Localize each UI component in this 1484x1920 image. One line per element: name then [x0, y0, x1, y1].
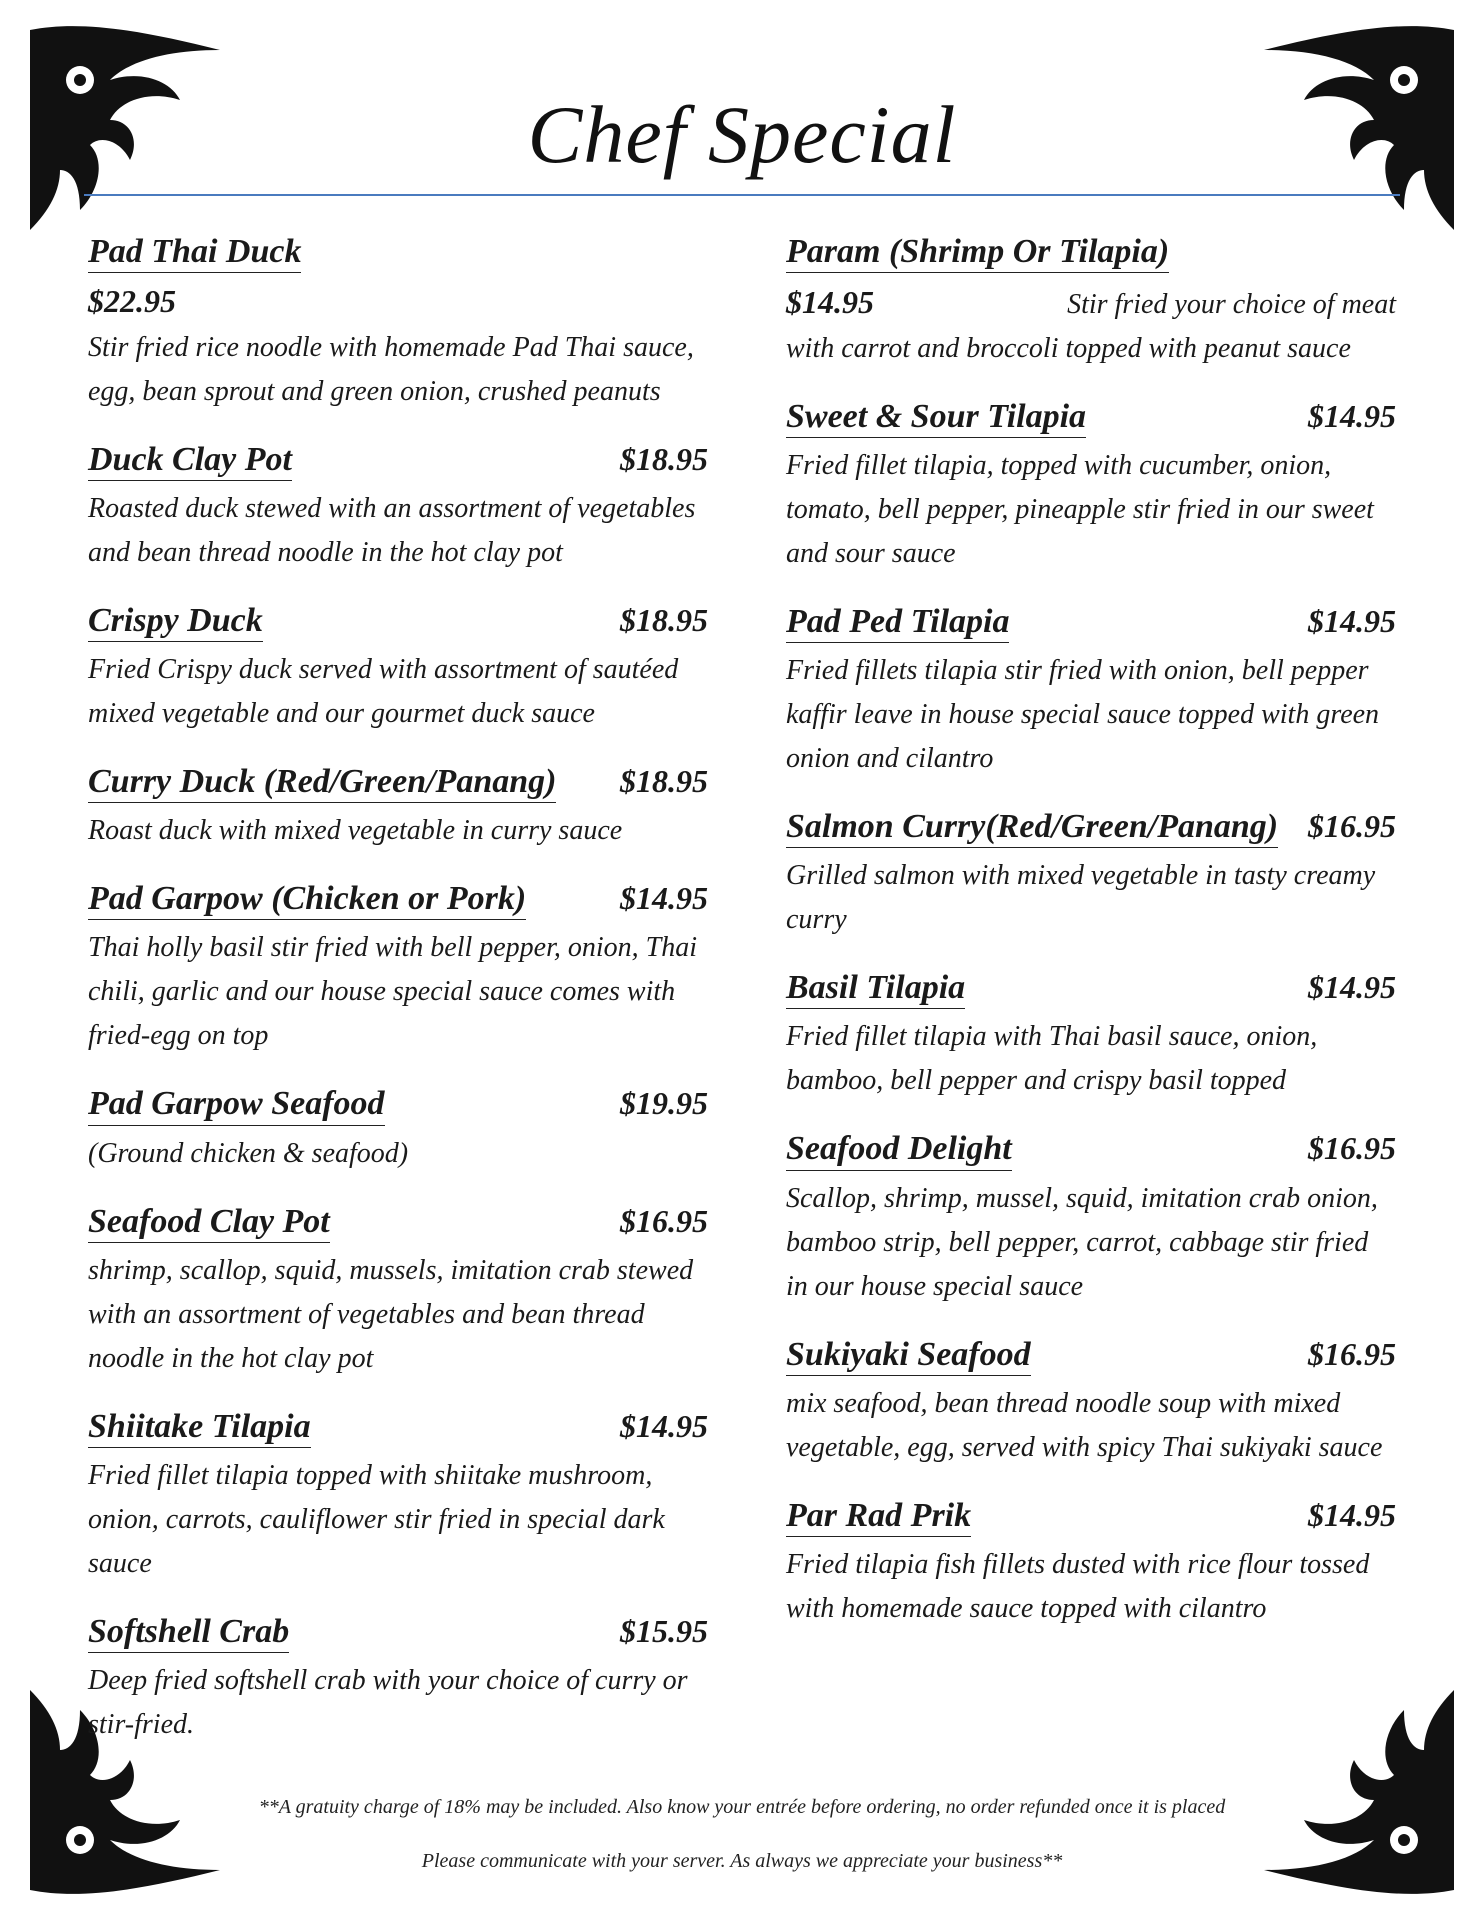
menu-item	[786, 602, 1396, 781]
item-name: Pad Garpow Seafood	[88, 1084, 385, 1125]
footer-note-communicate: Please communicate with your server. As always we appreciate your business**	[421, 1850, 1063, 1872]
item-name: Seafood Delight	[786, 1129, 1012, 1170]
item-name: Param (Shrimp Or Tilapia)	[786, 232, 1169, 273]
item-price: $16.95	[1308, 808, 1396, 845]
menu-item	[88, 1084, 708, 1175]
menu-item	[88, 1407, 708, 1586]
menu-item	[88, 1612, 708, 1747]
item-name: Shiitake Tilapia	[88, 1407, 311, 1448]
item-description: shrimp, scallop, squid, mussels, imitation crab stewed with an assortment of vegetables and bean thread noodle in the hot clay pot	[88, 1254, 694, 1374]
menu-item	[88, 762, 708, 853]
item-price: $14.95	[620, 1407, 708, 1444]
item-price: $16.95	[1308, 1335, 1396, 1372]
menu-item	[88, 1202, 708, 1381]
item-description: Fried fillet tilapia topped with shiitake mushroom, onion, carrots, cauliflower stir fried in special dark sauce	[88, 1459, 665, 1579]
menu-column-right	[786, 232, 1396, 1657]
menu-item	[786, 1335, 1396, 1470]
item-description: Fried tilapia fish fillets dusted with rice flour tossed with homemade sauce topped with cilantro	[786, 1548, 1370, 1624]
item-name: Curry Duck (Red/Green/Panang)	[88, 762, 556, 803]
item-description: Fried fillet tilapia, topped with cucumber, onion, tomato, bell pepper, pineapple stir fried in our sweet and sour sauce	[786, 450, 1374, 570]
menu-item	[786, 397, 1396, 576]
menu-item	[786, 232, 1396, 371]
menu-item	[786, 968, 1396, 1103]
item-description: with carrot and broccoli topped with peanut sauce	[786, 333, 1351, 365]
item-price: $19.95	[620, 1085, 708, 1122]
item-description: Scallop, shrimp, mussel, squid, imitation crab onion, bamboo strip, bell pepper, carrot, cabbage stir fried in our house special sauce	[786, 1182, 1378, 1302]
item-name: Pad Garpow (Chicken or Pork)	[88, 879, 526, 920]
item-description: Fried fillet tilapia with Thai basil sauce, onion, bamboo, bell pepper and crispy basil topped	[786, 1021, 1318, 1097]
menu-item	[786, 1129, 1396, 1308]
item-price: $14.95	[1308, 398, 1396, 435]
item-description: (Ground chicken & seafood)	[88, 1137, 409, 1169]
item-price: $14.95	[620, 880, 708, 917]
item-price: $22.95	[88, 283, 176, 320]
page-title: Chef Special	[527, 89, 957, 180]
item-name: Sukiyaki Seafood	[786, 1335, 1031, 1376]
item-price: $18.95	[620, 763, 708, 800]
item-name: Sweet & Sour Tilapia	[786, 397, 1086, 438]
item-description: Fried Crispy duck served with assortment of sautéed mixed vegetable and our gourmet duck sauce	[88, 654, 679, 730]
item-description: Thai holly basil stir fried with bell pepper, onion, Thai chili, garlic and our house special sauce comes with fried-egg on top	[88, 932, 698, 1052]
item-name: Pad Thai Duck	[88, 232, 301, 273]
menu-item	[88, 879, 708, 1058]
item-description: Stir fried rice noodle with homemade Pad Thai sauce, egg, bean sprout and green onion, crushed peanuts	[88, 332, 694, 408]
item-description: Roasted duck stewed with an assortment of vegetables and bean thread noodle in the hot clay pot	[88, 493, 696, 569]
item-description: Fried fillets tilapia stir fried with onion, bell pepper kaffir leave in house special sauce topped with green onion and cilantro	[786, 655, 1380, 775]
item-name: Seafood Clay Pot	[88, 1202, 330, 1243]
item-name: Basil Tilapia	[786, 968, 965, 1009]
item-price: $16.95	[1308, 1130, 1396, 1167]
item-description-inline: Stir fried your choice of meat	[1067, 289, 1396, 321]
item-name: Duck Clay Pot	[88, 440, 292, 481]
item-price: $18.95	[620, 602, 708, 639]
menu-item	[786, 1496, 1396, 1631]
item-price: $15.95	[620, 1612, 708, 1649]
menu-item	[88, 440, 708, 575]
title-divider	[84, 194, 1400, 196]
item-description: Deep fried softshell crab with your choice of curry or stir-fried.	[88, 1664, 688, 1740]
menu-item	[88, 601, 708, 736]
item-name: Salmon Curry(Red/Green/Panang)	[786, 807, 1278, 848]
item-price: $14.95	[786, 284, 874, 321]
item-description: Roast duck with mixed vegetable in curry sauce	[88, 815, 623, 847]
menu-item	[88, 232, 708, 414]
item-name: Softshell Crab	[88, 1612, 289, 1653]
item-description: Grilled salmon with mixed vegetable in tasty creamy curry	[786, 860, 1376, 936]
item-name: Par Rad Prik	[786, 1496, 971, 1537]
menu-column-left	[88, 232, 708, 1773]
item-name: Crispy Duck	[88, 601, 263, 642]
item-name: Pad Ped Tilapia	[786, 602, 1009, 643]
footer-note-gratuity: **A gratuity charge of 18% may be included. Also know your entrée before ordering, no order refunded once it is placed	[258, 1796, 1226, 1818]
item-price: $14.95	[1308, 969, 1396, 1006]
item-price: $18.95	[620, 441, 708, 478]
item-price: $14.95	[1308, 603, 1396, 640]
item-price: $14.95	[1308, 1496, 1396, 1533]
item-description: mix seafood, bean thread noodle soup with mixed vegetable, egg, served with spicy Thai sukiyaki sauce	[786, 1387, 1383, 1463]
menu-item	[786, 807, 1396, 942]
item-price: $16.95	[620, 1202, 708, 1239]
